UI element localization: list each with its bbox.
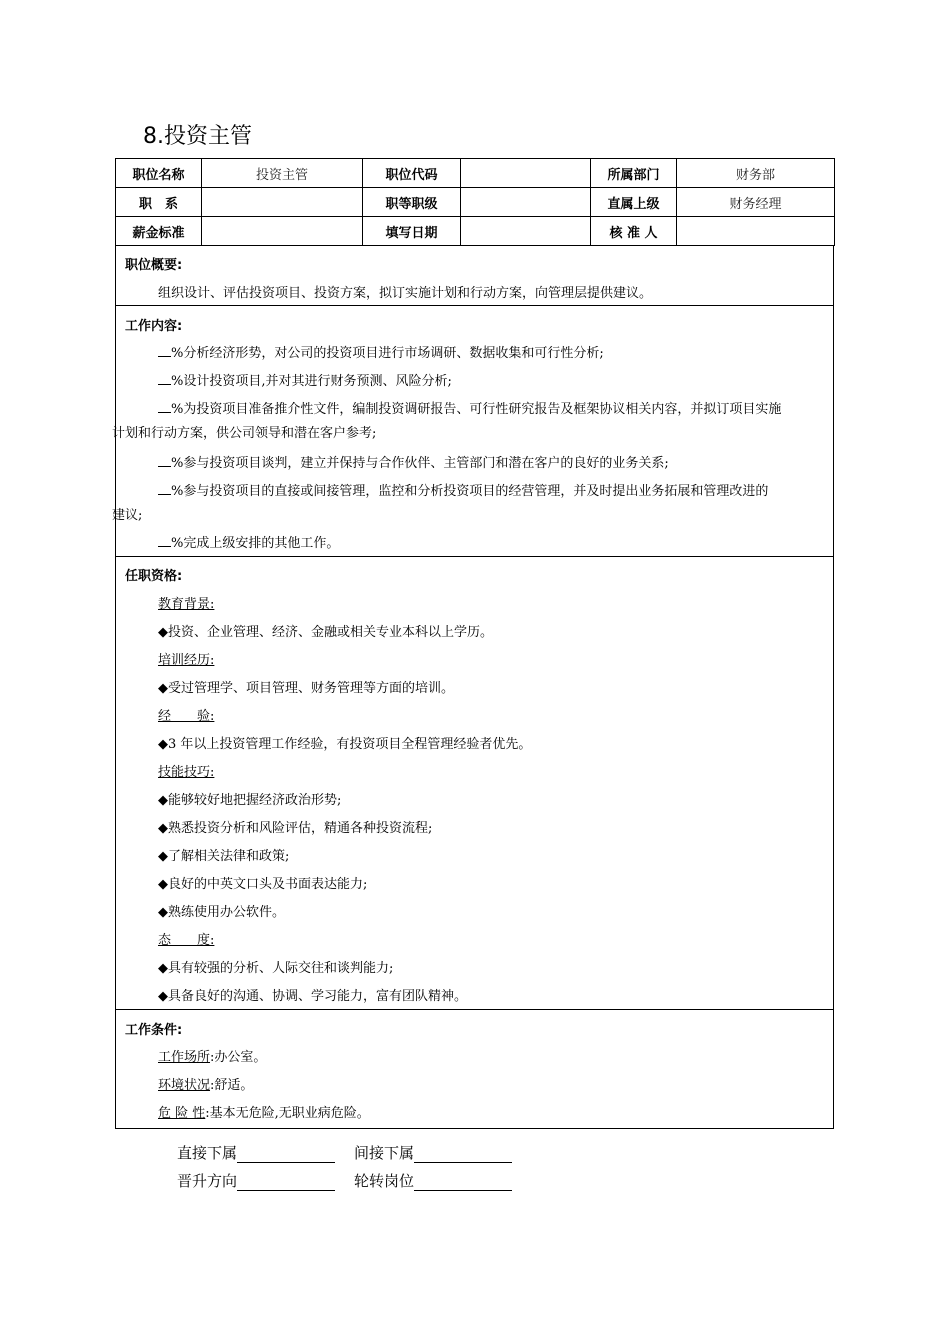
blank-line [414, 1146, 512, 1163]
risk-line: 危 险 性:基本无危险,无职业病危险。 [158, 1106, 370, 1121]
value-position-name: 投资主管 [202, 159, 363, 188]
skill-item: ◆熟悉投资分析和风险评估，精通各种投资流程; [158, 821, 433, 836]
label-fill-date: 填写日期 [363, 217, 461, 246]
experience-text: ◆3 年以上投资管理工作经验，有投资项目全程管理经验者优先。 [158, 737, 532, 752]
value-fill-date [461, 217, 591, 246]
label-direct-superior: 直属上级 [591, 188, 677, 217]
value-salary [202, 217, 363, 246]
list-item: %参与投资项目的直接或间接管理，监控和分析投资项目的经营管理，并及时提出业务拓展和管理改进的 [158, 480, 768, 499]
promotion-field: 晋升方向 [177, 1170, 335, 1191]
blank-line [158, 372, 171, 385]
value-department: 财务部 [677, 159, 835, 188]
blank-line [237, 1146, 335, 1163]
list-item-continuation: 建议; [112, 508, 143, 523]
skill-item: ◆了解相关法律和政策; [158, 849, 290, 864]
skill-item: ◆熟练使用办公软件。 [158, 905, 285, 920]
indirect-subordinate-field: 间接下属 [354, 1142, 512, 1163]
experience-label: 经 验: [158, 709, 215, 724]
list-item: %完成上级安排的其他工作。 [158, 532, 339, 551]
blank-line [158, 454, 171, 467]
label-salary: 薪金标准 [116, 217, 202, 246]
table-row [116, 217, 835, 246]
training-text: ◆受过管理学、项目管理、财务管理等方面的培训。 [158, 681, 454, 696]
skills-label: 技能技巧: [158, 765, 215, 780]
blank-line [158, 344, 171, 357]
qualification-heading: 任职资格: [125, 569, 183, 584]
attitude-label: 态 度: [158, 933, 215, 948]
label-position-name: 职位名称 [116, 159, 202, 188]
skill-item: ◆能够较好地把握经济政治形势; [158, 793, 342, 808]
blank-line [414, 1174, 512, 1191]
summary-section [115, 246, 834, 306]
rotation-field: 轮转岗位 [354, 1170, 512, 1191]
training-label: 培训经历: [158, 653, 215, 668]
page-title: 8.投资主管 [143, 124, 252, 149]
value-direct-superior: 财务经理 [677, 188, 835, 217]
skill-item: ◆良好的中英文口头及书面表达能力; [158, 877, 368, 892]
job-info-table [115, 158, 835, 246]
value-approver [677, 217, 835, 246]
attitude-item: ◆具有较强的分析、人际交往和谈判能力; [158, 961, 394, 976]
value-job-family [202, 188, 363, 217]
list-item-continuation: 计划和行动方案，供公司领导和潜在客户参考; [112, 426, 377, 441]
summary-text: 组织设计、评估投资项目、投资方案，拟订实施计划和行动方案，向管理层提供建议。 [158, 286, 653, 301]
blank-line [237, 1174, 335, 1191]
label-job-family: 职 系 [116, 188, 202, 217]
table-row [116, 159, 835, 188]
attitude-item: ◆具备良好的沟通、协调、学习能力，富有团队精神。 [158, 989, 467, 1004]
work-section [112, 306, 834, 557]
summary-heading: 职位概要: [125, 258, 183, 273]
label-grade-level: 职等职级 [363, 188, 461, 217]
conditions-heading: 工作条件: [125, 1023, 183, 1038]
qualification-section [115, 557, 834, 1010]
education-label: 教育背景: [158, 597, 215, 612]
label-approver: 核 准 人 [591, 217, 677, 246]
list-item: %为投资项目准备推介性文件，编制投资调研报告、可行性研究报告及框架协议相关内容，并拟订项目实施 [158, 398, 781, 417]
blank-line [158, 482, 171, 495]
blank-line [158, 400, 171, 413]
label-position-code: 职位代码 [363, 159, 461, 188]
work-heading: 工作内容: [125, 319, 183, 334]
label-department: 所属部门 [591, 159, 677, 188]
table-row [116, 188, 835, 217]
blank-line [158, 534, 171, 547]
value-grade-level [461, 188, 591, 217]
environment-line: 环境状况:舒适。 [158, 1078, 254, 1093]
value-position-code [461, 159, 591, 188]
list-item: %分析经济形势，对公司的投资项目进行市场调研、数据收集和可行性分析; [158, 342, 604, 361]
conditions-section [115, 1010, 834, 1129]
workplace-line: 工作场所:办公室。 [158, 1050, 267, 1065]
list-item: %设计投资项目,并对其进行财务预测、风险分析; [158, 370, 452, 389]
list-item: %参与投资项目谈判，建立并保持与合作伙伴、主管部门和潜在客户的良好的业务关系; [158, 452, 669, 471]
education-text: ◆投资、企业管理、经济、金融或相关专业本科以上学历。 [158, 625, 493, 640]
direct-subordinate-field: 直接下属 [177, 1142, 335, 1163]
